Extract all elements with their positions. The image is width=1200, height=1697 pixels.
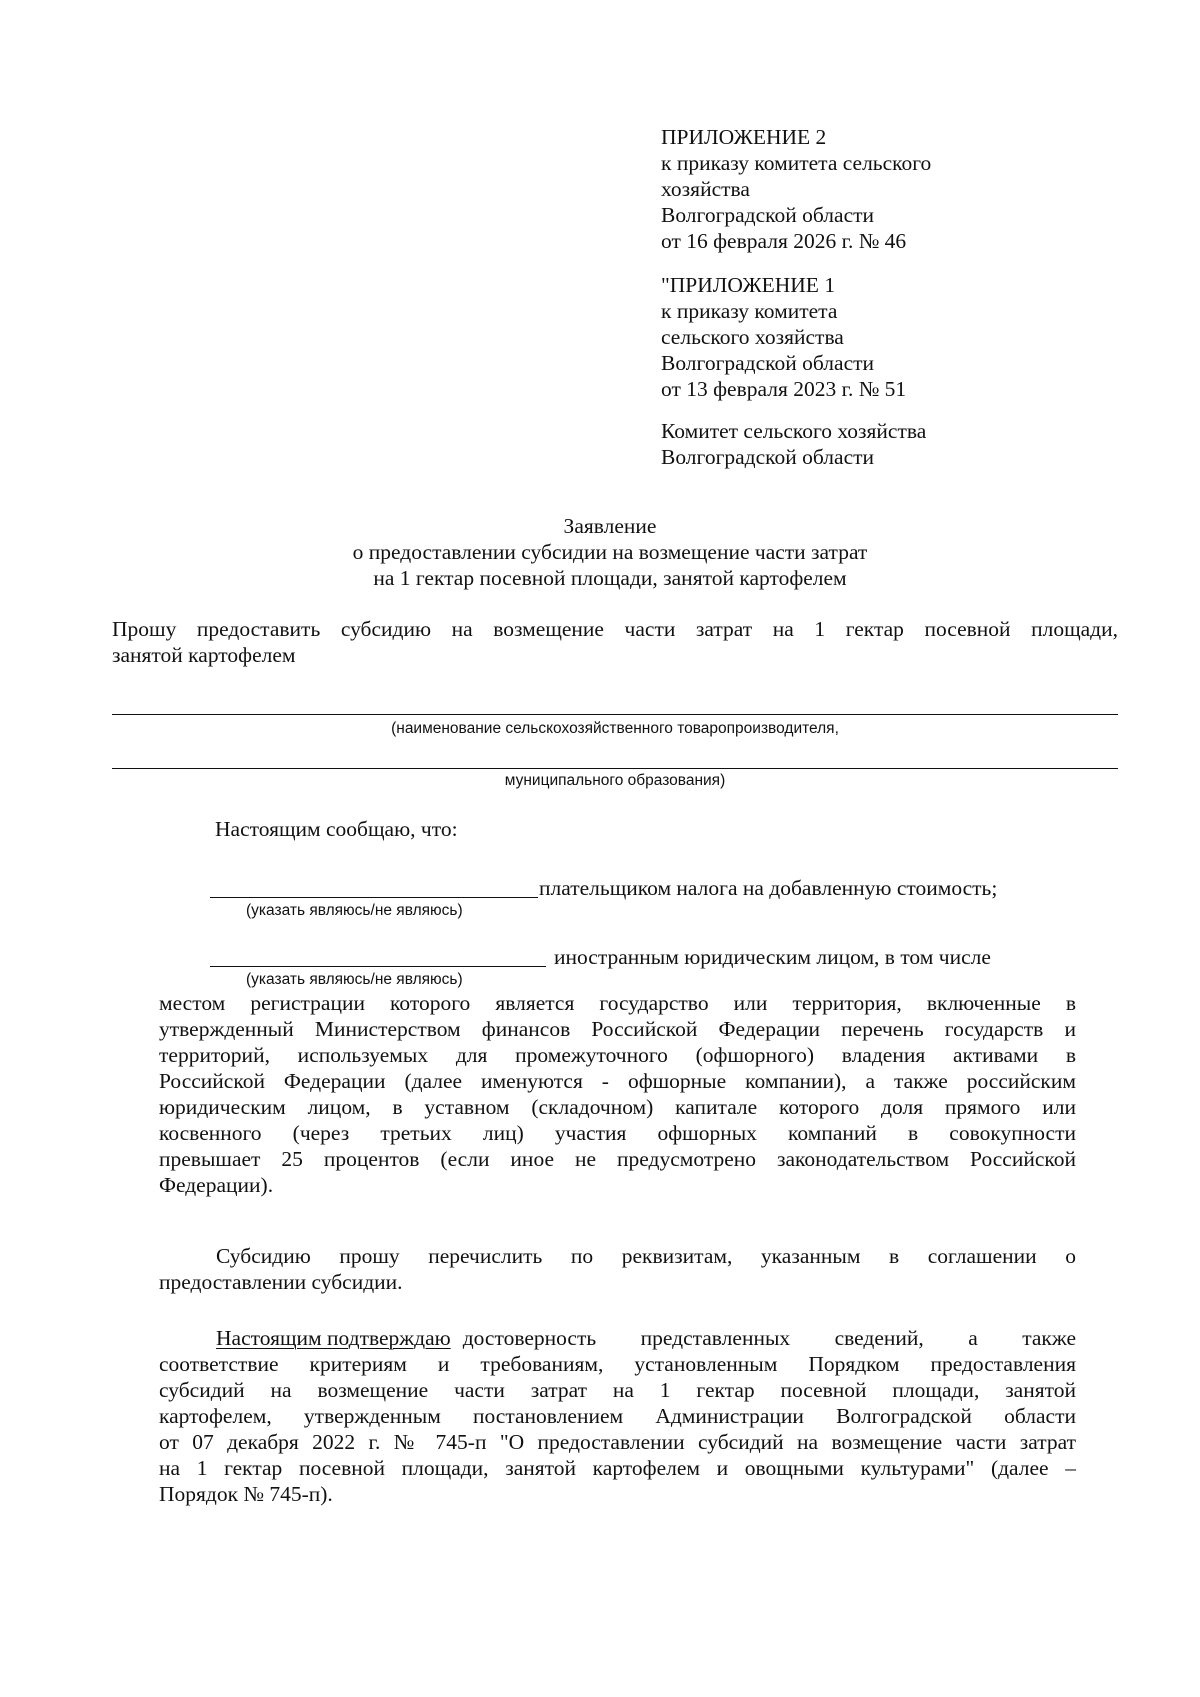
transfer-paragraph [159,1243,1076,1295]
offshore-line: Российской Федерации (далее именуются - офшорные компании), а также российским [159,1069,1076,1093]
municipality-caption: муниципального образования) [504,772,726,789]
foreign-caption: (указать являюсь/не являюсь) [246,971,463,988]
foreign-text: иностранным юридическим лицом, в том числе [554,945,991,969]
confirmation-underlined: Настоящим подтверждаю [216,1326,451,1350]
title-subject-line: о предоставлении субсидии на возмещение части затрат [352,540,868,564]
appendix-1-line: Волгоградской области [661,351,875,375]
vat-status-field[interactable] [210,897,538,898]
request-line: занятой картофелем [112,643,296,667]
confirmation-first-rest: достоверность представленных сведений, а также [462,1326,1076,1350]
addressee-line: Волгоградской области [661,445,875,469]
offshore-line: местом регистрации которого является государство или территория, включенные в [159,991,1076,1015]
title-heading: Заявление [563,514,657,538]
confirmation-paragraph [159,1325,1076,1507]
confirmation-line: от 07 декабря 2022 г. № 745-п "О предоставлении субсидий на возмещение части затрат [159,1430,1076,1454]
appendix-1-line: от 13 февраля 2023 г. № 51 [661,377,907,401]
offshore-line: территорий, используемых для промежуточного (офшорного) владения активами в [159,1043,1076,1067]
confirmation-line: соответствие критериям и требованиям, установленным Порядком предоставления [159,1352,1076,1376]
offshore-line: косвенного (через третьих лиц) участия офшорных компаний в совокупности [159,1121,1076,1145]
foreign-status-field[interactable] [210,966,546,967]
appendix-2-line: Волгоградской области [661,203,875,227]
appendix-2-line: к приказу комитета сельского [661,151,932,175]
appendix-1-header [661,272,906,402]
offshore-line: превышает 25 процентов (если иное не предусмотрено законодательством Российской [159,1147,1076,1171]
confirmation-line: на 1 гектар посевной площади, занятой картофелем и овощными культурами" (далее – [159,1456,1076,1480]
offshore-line: утвержденный Министерством финансов Российской Федерации перечень государств и [159,1017,1076,1041]
appendix-2-line: от 16 февраля 2026 г. № 46 [661,229,907,253]
municipality-field[interactable] [112,768,1118,769]
addressee-line: Комитет сельского хозяйства [661,419,927,443]
producer-name-field[interactable] [112,714,1118,715]
appendix-2-line: ПРИЛОЖЕНИЕ 2 [661,125,827,149]
addressee-block [661,418,926,470]
vat-text: плательщиком налога на добавленную стоимость; [539,876,998,900]
title-subject-line: на 1 гектар посевной площади, занятой картофелем [373,566,847,590]
confirmation-line: субсидий на возмещение части затрат на 1 гектар посевной площади, занятой [159,1378,1076,1402]
confirmation-first-line [159,1325,1076,1351]
offshore-line: юридическим лицом, в уставном (складочном) капитале которого доля прямого или [159,1095,1076,1119]
notice-intro: Настоящим сообщаю, что: [215,817,458,841]
offshore-paragraph [159,990,1076,1198]
transfer-line: предоставлении субсидии. [159,1270,403,1294]
document-title [110,513,1110,591]
offshore-line: Федерации). [159,1173,274,1197]
producer-caption: (наименование сельскохозяйственного товаропроизводителя, [391,720,839,737]
appendix-1-line: сельского хозяйства [661,325,844,349]
appendix-2-line: хозяйства [661,177,750,201]
confirmation-line: Порядок № 745-п). [159,1482,333,1506]
confirmation-line: картофелем, утвержденным постановлением Администрации Волгоградской области [159,1404,1076,1428]
appendix-1-line: к приказу комитета [661,299,838,323]
appendix-2-header [661,124,931,254]
vat-caption: (указать являюсь/не являюсь) [246,902,463,919]
appendix-1-line: "ПРИЛОЖЕНИЕ 1 [661,273,836,297]
request-line: Прошу предоставить субсидию на возмещение части затрат на 1 гектар посевной площади, [112,617,1118,641]
transfer-line: Субсидию прошу перечислить по реквизитам, указанным в соглашении о [216,1244,1076,1268]
request-paragraph [112,616,1118,668]
